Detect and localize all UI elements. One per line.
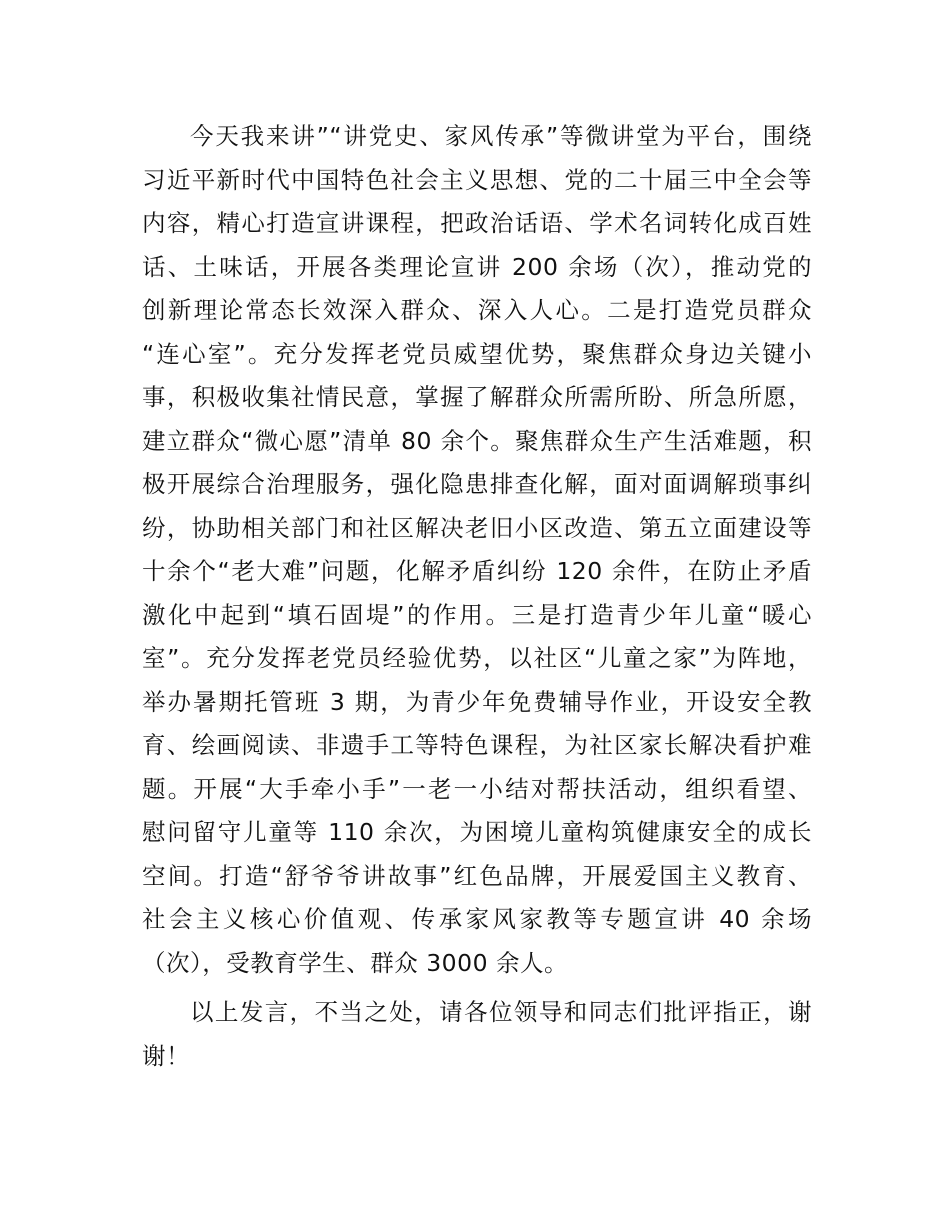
text-line: 以上发言，不当之处，请各位领导和同志们批评指正，谢 — [190, 998, 812, 1026]
text-line: 举办暑期托管班 3 期，为青少年免费辅导作业，开设安全教 — [142, 687, 812, 716]
text-line: 纷，协助相关部门和社区解决老旧小区改造、第五立面建设等 — [142, 513, 812, 542]
text-line: 建立群众“微心愿”清单 80 余个。聚焦群众生产生活难题，积 — [142, 426, 812, 455]
text-line: 空间。打造“舒爷爷讲故事”红色品牌，开展爱国主义教育、 — [142, 861, 812, 890]
text-line: 育、绘画阅读、非遗手工等特色课程，为社区家长解决看护难 — [142, 731, 812, 759]
text-line: 慰问留守儿童等 110 余次，为困境儿童构筑健康安全的成长 — [142, 818, 812, 846]
text-line: 社会主义核心价值观、传承家风家教等专题宣讲 40 余场 — [142, 905, 812, 933]
paragraph-closing — [142, 991, 812, 1078]
text-line: “连心室”。充分发挥老党员威望优势，聚焦群众身边关键小 — [142, 339, 812, 368]
text-line: 十余个“老大难”问题，化解矛盾纠纷 120 余件，在防止矛盾 — [142, 557, 812, 585]
text-line: 极开展综合治理服务，强化隐患排查化解，面对面调解琐事纠 — [142, 470, 812, 498]
text-line: 内容，精心打造宣讲课程，把政治话语、学术名词转化成百姓 — [142, 209, 812, 237]
document-body — [142, 115, 812, 1078]
text-line: 创新理论常态长效深入群众、深入人心。二是打造党员群众 — [142, 296, 812, 324]
text-line: 室”。充分发挥老党员经验优势，以社区“儿童之家”为阵地， — [142, 644, 812, 672]
text-line: 事，积极收集社情民意，掌握了解群众所需所盼、所急所愿， — [142, 383, 812, 411]
text-line: 激化中起到“填石固堤”的作用。三是打造青少年儿童“暖心 — [142, 600, 812, 629]
text-line: 话、土味话，开展各类理论宣讲 200 余场（次），推动党的 — [142, 252, 812, 281]
text-line: 题。开展“大手牵小手”一老一小结对帮扶活动，组织看望、 — [142, 774, 812, 803]
text-line: （次），受教育学生、群众 3000 余人。 — [142, 948, 568, 977]
text-line: 今天我来讲”“讲党史、家风传承”等微讲堂为平台，围绕 — [190, 122, 812, 150]
text-line: 习近平新时代中国特色社会主义思想、党的二十届三中全会等 — [142, 165, 812, 194]
text-line: 谢！ — [142, 1041, 190, 1070]
paragraph-main — [142, 115, 812, 985]
